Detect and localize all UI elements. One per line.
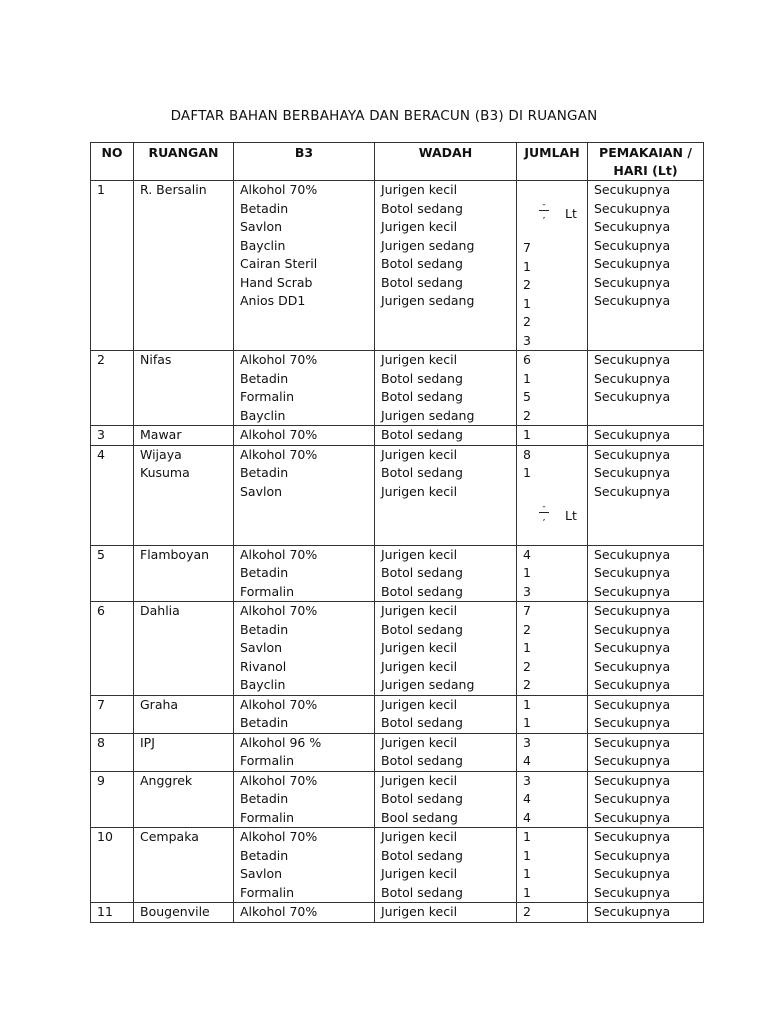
pemakaian-value: Secukupnya (594, 583, 671, 599)
ruangan-value: Nifas (140, 352, 172, 367)
cell-jumlah (517, 351, 588, 426)
cell-pemakaian (588, 695, 704, 733)
b3-value: Alkohol 70% (240, 446, 318, 462)
pemakaian-value: Secukupnya (594, 565, 671, 580)
wadah-value: Botol sedang (381, 847, 463, 863)
wadah-value: Jurigen kecil (381, 640, 458, 655)
wadah-value: Jurigen kecil (381, 772, 458, 788)
ruangan-value: Dahlia (140, 603, 180, 618)
cell-no: 3 (91, 426, 134, 446)
b3-value: Savlon (240, 866, 283, 881)
wadah-value: Botol sedang (381, 715, 463, 730)
cell-ruangan (134, 351, 234, 426)
cell-b3 (234, 351, 375, 426)
b3-value: Alkohol 70% (240, 696, 318, 712)
b3-value: Savlon (240, 219, 283, 234)
pemakaian-value: Secukupnya (594, 182, 671, 197)
jumlah-value: 2 (523, 314, 531, 329)
jumlah-value: 1 (523, 715, 531, 730)
table-row (91, 695, 704, 733)
table-row (91, 828, 704, 903)
fraction-symbol-icon: - , (539, 201, 549, 220)
jumlah-value: 1 (523, 427, 531, 442)
cell-wadah (375, 771, 517, 828)
table-row (91, 181, 704, 351)
b3-value: Hand Scrab (240, 274, 313, 290)
wadah-value: Jurigen kecil (381, 483, 458, 499)
b3-value: Formalin (240, 884, 295, 900)
cell-jumlah (517, 695, 588, 733)
b3-value: Rivanol (240, 658, 287, 674)
jumlah-value: 4 (523, 753, 531, 768)
b3-value: Betadin (240, 200, 289, 216)
jumlah-value: 5 (523, 389, 531, 404)
pemakaian-value: Secukupnya (594, 389, 671, 404)
cell-wadah (375, 445, 517, 545)
cell-ruangan (134, 828, 234, 903)
cell-b3 (234, 181, 375, 351)
ruangan-value: Kusuma (140, 465, 190, 480)
jumlah-value: 3 (523, 772, 531, 788)
wadah-value: Botol sedang (381, 274, 463, 290)
cell-no: 8 (91, 733, 134, 771)
ruangan-value: Mawar (140, 427, 182, 442)
wadah-value: Botol sedang (381, 370, 463, 386)
wadah-value: Botol sedang (381, 791, 463, 806)
fraction-unit: Lt (565, 206, 577, 221)
table-header-row (91, 143, 704, 181)
jumlah-value: 4 (523, 546, 531, 562)
ruangan-value: R. Bersalin (140, 182, 207, 197)
ruangan-value: Flamboyan (140, 546, 210, 562)
b3-value: Alkohol 70% (240, 772, 318, 788)
jumlah-value: 1 (523, 847, 531, 863)
wadah-value: Jurigen kecil (381, 546, 458, 562)
ruangan-value: Anggrek (140, 772, 193, 788)
wadah-value: Jurigen sedang (381, 407, 475, 423)
b3-value: Formalin (240, 389, 295, 404)
jumlah-value: 2 (523, 621, 531, 637)
b3-value: Betadin (240, 715, 289, 730)
b3-value: Alkohol 96 % (240, 734, 322, 750)
pemakaian-value: Secukupnya (594, 370, 671, 386)
wadah-value: Bool sedang (381, 809, 458, 825)
cell-pemakaian (588, 545, 704, 602)
cell-jumlah (517, 426, 588, 446)
cell-b3 (234, 771, 375, 828)
table-row (91, 545, 704, 602)
pemakaian-value: Secukupnya (594, 621, 671, 637)
cell-ruangan (134, 426, 234, 446)
jumlah-value: 6 (523, 352, 531, 367)
b3-value: Formalin (240, 583, 295, 599)
cell-jumlah (517, 181, 588, 351)
page-title: DAFTAR BAHAN BERBAHAYA DAN BERACUN (B3) DI RUANGAN (170, 108, 598, 124)
cell-b3 (234, 903, 375, 923)
pemakaian-value: Secukupnya (594, 446, 671, 462)
cell-wadah (375, 351, 517, 426)
b3-value: Cairan Steril (240, 256, 318, 271)
jumlah-value: 1 (523, 565, 531, 580)
cell-wadah (375, 903, 517, 923)
b3-value: Bayclin (240, 677, 286, 692)
pemakaian-value: Secukupnya (594, 293, 671, 308)
cell-pemakaian (588, 771, 704, 828)
pemakaian-value: Secukupnya (594, 603, 671, 618)
fraction-mark (523, 181, 581, 239)
b3-value: Alkohol 70% (240, 427, 318, 442)
jumlah-value: 1 (523, 866, 531, 881)
b3-value: Alkohol 70% (240, 546, 318, 562)
wadah-value: Botol sedang (381, 465, 463, 480)
b3-value: Betadin (240, 465, 289, 480)
wadah-value: Jurigen sedang (381, 293, 475, 308)
pemakaian-value: Secukupnya (594, 427, 671, 442)
wadah-value: Jurigen kecil (381, 352, 458, 367)
b3-value: Anios DD1 (240, 293, 306, 308)
pemakaian-value: Secukupnya (594, 483, 671, 499)
pemakaian-value: Secukupnya (594, 809, 671, 825)
header-ruangan: RUANGAN (134, 143, 234, 181)
cell-wadah (375, 733, 517, 771)
wadah-value: Jurigen sedang (381, 677, 475, 692)
wadah-value: Botol sedang (381, 753, 463, 768)
jumlah-value: 3 (523, 734, 531, 750)
pemakaian-value: Secukupnya (594, 677, 671, 692)
pemakaian-value: Secukupnya (594, 866, 671, 881)
cell-pemakaian (588, 602, 704, 696)
cell-wadah (375, 426, 517, 446)
jumlah-value: 1 (523, 829, 531, 844)
b3-value: Bayclin (240, 407, 286, 423)
cell-wadah (375, 695, 517, 733)
table-row (91, 351, 704, 426)
wadah-value: Botol sedang (381, 884, 463, 900)
cell-no: 4 (91, 445, 134, 545)
cell-pemakaian (588, 351, 704, 426)
pemakaian-value: Secukupnya (594, 237, 671, 253)
ruangan-value: IPJ (140, 734, 155, 750)
table-row (91, 733, 704, 771)
table-row (91, 903, 704, 923)
wadah-value: Jurigen kecil (381, 219, 458, 234)
b3-value: Alkohol 70% (240, 352, 318, 367)
cell-no: 1 (91, 181, 134, 351)
jumlah-value: 1 (523, 258, 531, 274)
b3-value: Alkohol 70% (240, 904, 318, 919)
cell-ruangan (134, 695, 234, 733)
pemakaian-value: Secukupnya (594, 847, 671, 863)
wadah-value: Jurigen sedang (381, 237, 475, 253)
cell-b3 (234, 695, 375, 733)
header-pemakaian-line2: HARI (Lt) (613, 163, 678, 178)
b3-value: Savlon (240, 640, 283, 655)
pemakaian-value: Secukupnya (594, 352, 671, 367)
table-row (91, 771, 704, 828)
wadah-value: Jurigen kecil (381, 904, 458, 919)
cell-no: 2 (91, 351, 134, 426)
b3-value: Betadin (240, 370, 289, 386)
b3-value: Alkohol 70% (240, 829, 318, 844)
wadah-value: Botol sedang (381, 389, 463, 404)
cell-ruangan (134, 545, 234, 602)
cell-jumlah (517, 602, 588, 696)
table-row (91, 602, 704, 696)
cell-b3 (234, 733, 375, 771)
cell-pemakaian (588, 426, 704, 446)
jumlah-value: 1 (523, 370, 531, 386)
b3-value: Formalin (240, 753, 295, 768)
cell-jumlah (517, 828, 588, 903)
pemakaian-value: Secukupnya (594, 734, 671, 750)
wadah-value: Botol sedang (381, 200, 463, 216)
wadah-value: Jurigen kecil (381, 182, 458, 197)
pemakaian-value: Secukupnya (594, 904, 671, 919)
cell-no: 9 (91, 771, 134, 828)
cell-pemakaian (588, 828, 704, 903)
b3-value: Bayclin (240, 237, 286, 253)
jumlah-value: 4 (523, 809, 531, 825)
wadah-value: Jurigen kecil (381, 603, 458, 618)
jumlah-value: 8 (523, 446, 531, 462)
cell-no: 10 (91, 828, 134, 903)
cell-jumlah (517, 733, 588, 771)
b3-value: Savlon (240, 483, 283, 499)
wadah-value: Botol sedang (381, 621, 463, 637)
pemakaian-value: Secukupnya (594, 465, 671, 480)
cell-jumlah (517, 545, 588, 602)
jumlah-value: 1 (523, 884, 531, 900)
header-wadah: WADAH (375, 143, 517, 181)
header-pemakaian (588, 143, 704, 181)
table-row (91, 426, 704, 446)
cell-no: 5 (91, 545, 134, 602)
b3-value: Alkohol 70% (240, 182, 318, 197)
pemakaian-value: Secukupnya (594, 256, 671, 271)
wadah-value: Jurigen kecil (381, 446, 458, 462)
fraction-symbol-icon: - , (539, 503, 549, 522)
pemakaian-value: Secukupnya (594, 658, 671, 674)
b3-table (90, 142, 704, 923)
cell-pemakaian (588, 181, 704, 351)
cell-wadah (375, 828, 517, 903)
jumlah-value: 3 (523, 332, 531, 348)
jumlah-value: 4 (523, 791, 531, 806)
cell-ruangan (134, 903, 234, 923)
cell-pemakaian (588, 903, 704, 923)
cell-wadah (375, 181, 517, 351)
pemakaian-value: Secukupnya (594, 274, 671, 290)
wadah-value: Botol sedang (381, 256, 463, 271)
table-body (91, 181, 704, 923)
cell-pemakaian (588, 733, 704, 771)
cell-ruangan (134, 445, 234, 545)
b3-value: Betadin (240, 565, 289, 580)
wadah-value: Jurigen kecil (381, 734, 458, 750)
b3-value: Alkohol 70% (240, 603, 318, 618)
pemakaian-value: Secukupnya (594, 200, 671, 216)
pemakaian-value: Secukupnya (594, 715, 671, 730)
b3-value: Betadin (240, 847, 289, 863)
cell-b3 (234, 828, 375, 903)
wadah-value: Botol sedang (381, 583, 463, 599)
header-b3: B3 (234, 143, 375, 181)
jumlah-value: 2 (523, 658, 531, 674)
fraction-unit: Lt (565, 507, 577, 523)
cell-pemakaian (588, 445, 704, 545)
ruangan-value: Cempaka (140, 829, 199, 844)
cell-no: 6 (91, 602, 134, 696)
pemakaian-value: Secukupnya (594, 640, 671, 655)
wadah-value: Jurigen kecil (381, 829, 458, 844)
ruangan-value: Bougenvile (140, 904, 210, 919)
jumlah-value: 7 (523, 603, 531, 618)
cell-wadah (375, 545, 517, 602)
jumlah-value: 2 (523, 677, 531, 692)
pemakaian-value: Secukupnya (594, 772, 671, 788)
b3-value: Betadin (240, 791, 289, 806)
jumlah-value: 1 (523, 465, 531, 480)
cell-ruangan (134, 733, 234, 771)
cell-jumlah (517, 445, 588, 545)
ruangan-value: Graha (140, 696, 179, 712)
wadah-value: Jurigen kecil (381, 658, 458, 674)
jumlah-value: 3 (523, 583, 531, 599)
cell-jumlah (517, 771, 588, 828)
jumlah-value: 2 (523, 277, 531, 292)
wadah-value: Jurigen kecil (381, 696, 458, 712)
jumlah-value: 2 (523, 407, 531, 423)
jumlah-value: 7 (523, 240, 531, 255)
b3-value: Betadin (240, 621, 289, 637)
header-jumlah: JUMLAH (517, 143, 588, 181)
cell-ruangan (134, 771, 234, 828)
table-row (91, 445, 704, 545)
cell-no: 11 (91, 903, 134, 923)
pemakaian-value: Secukupnya (594, 791, 671, 806)
fraction-mark (523, 483, 581, 545)
header-pemakaian-line1: PEMAKAIAN / (599, 145, 692, 160)
cell-b3 (234, 545, 375, 602)
wadah-value: Botol sedang (381, 427, 463, 442)
jumlah-value: 2 (523, 904, 531, 919)
pemakaian-value: Secukupnya (594, 219, 671, 234)
pemakaian-value: Secukupnya (594, 696, 671, 712)
jumlah-value: 1 (523, 696, 531, 712)
cell-ruangan (134, 602, 234, 696)
cell-b3 (234, 426, 375, 446)
wadah-value: Jurigen kecil (381, 866, 458, 881)
cell-no: 7 (91, 695, 134, 733)
cell-b3 (234, 602, 375, 696)
pemakaian-value: Secukupnya (594, 829, 671, 844)
ruangan-value: Wijaya (140, 446, 182, 462)
cell-ruangan (134, 181, 234, 351)
jumlah-value: 1 (523, 295, 531, 311)
cell-wadah (375, 602, 517, 696)
cell-b3 (234, 445, 375, 545)
header-no: NO (91, 143, 134, 181)
b3-value: Formalin (240, 809, 295, 825)
pemakaian-value: Secukupnya (594, 546, 671, 562)
pemakaian-value: Secukupnya (594, 884, 671, 900)
jumlah-value: 1 (523, 640, 531, 655)
wadah-value: Botol sedang (381, 565, 463, 580)
cell-jumlah (517, 903, 588, 923)
pemakaian-value: Secukupnya (594, 753, 671, 768)
